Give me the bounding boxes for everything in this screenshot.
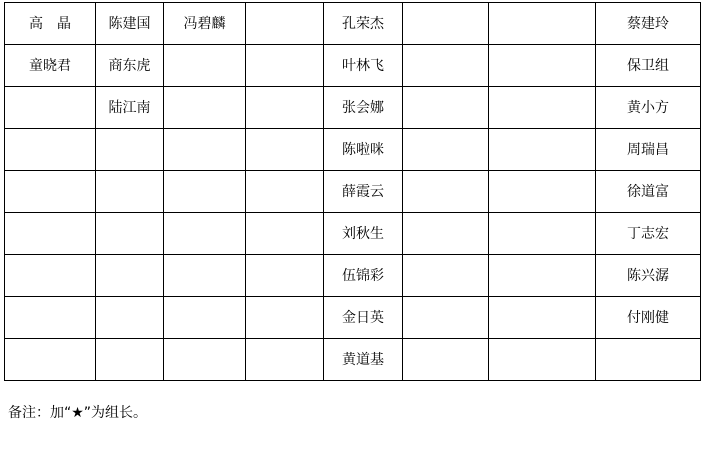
table-cell-name: 黄小方 [596,87,701,129]
table-cell-empty [596,339,701,381]
table-cell-empty [164,255,246,297]
table-cell-empty [5,129,96,171]
table-cell-empty [164,129,246,171]
table-cell-empty [246,45,324,87]
table-cell-empty [403,87,489,129]
table-cell-name: 陈兴潺 [596,255,701,297]
table-cell-empty [489,3,596,45]
table-cell-empty [403,171,489,213]
table-cell-empty [96,213,164,255]
table-cell-name: 周瑞昌 [596,129,701,171]
table-cell-name: 金日英 [324,297,403,339]
table-cell-name: 保卫组 [596,45,701,87]
table-cell-name: 丁志宏 [596,213,701,255]
table-cell-empty [5,213,96,255]
table-cell-empty [246,213,324,255]
table-row [5,297,701,339]
table-cell-empty [164,297,246,339]
table-cell-empty [489,171,596,213]
footer-note: 备注：加“★”为组长。 [8,405,148,421]
table-cell-empty [96,297,164,339]
table-cell-name: 商东虎 [96,45,164,87]
table-cell-empty [403,339,489,381]
table-cell-empty [489,129,596,171]
table-cell-empty [246,87,324,129]
table-cell-empty [246,3,324,45]
table-cell-empty [164,339,246,381]
table-row [5,339,701,381]
table-cell-name: 陈啦咪 [324,129,403,171]
table-cell-name: 徐道富 [596,171,701,213]
table-cell-empty [403,297,489,339]
table-cell-empty [246,255,324,297]
table-cell-name: 陆江南 [96,87,164,129]
table-cell-empty [5,339,96,381]
table-cell-empty [164,213,246,255]
table-cell-empty [96,129,164,171]
table-row [5,129,701,171]
table-cell-empty [5,87,96,129]
table-cell-name: 刘秋生 [324,213,403,255]
table-cell-name: 陈建国 [96,3,164,45]
table-cell-empty [489,213,596,255]
table-cell-name: 黄道基 [324,339,403,381]
table-cell-name: 伍锦彩 [324,255,403,297]
roster-body [5,3,701,381]
table-cell-empty [489,297,596,339]
table-cell-empty [246,171,324,213]
table-cell-empty [5,255,96,297]
table-cell-empty [489,45,596,87]
table-cell-empty [489,339,596,381]
table-cell-name: 叶林飞 [324,45,403,87]
table-cell-empty [96,255,164,297]
table-cell-empty [96,171,164,213]
table-cell-name: 童晓君 [5,45,96,87]
table-cell-name: 蔡建玲 [596,3,701,45]
table-cell-empty [5,297,96,339]
table-cell-empty [246,297,324,339]
table-row [5,87,701,129]
table-cell-empty [489,87,596,129]
table-cell-name: 孔荣杰 [324,3,403,45]
table-cell-name: 冯碧麟 [164,3,246,45]
table-cell-empty [246,129,324,171]
table-cell-empty [403,45,489,87]
table-cell-empty [403,3,489,45]
table-cell-empty [489,255,596,297]
table-cell-empty [164,171,246,213]
table-cell-empty [96,339,164,381]
table-cell-empty [403,213,489,255]
table-row [5,255,701,297]
table-row [5,171,701,213]
table-cell-empty [164,87,246,129]
table-row [5,3,701,45]
table-cell-name: 高 晶 [5,3,96,45]
table-cell-name: 付刚健 [596,297,701,339]
table-cell-empty [403,255,489,297]
table-cell-name: 薛霞云 [324,171,403,213]
table-row [5,213,701,255]
table-row [5,45,701,87]
table-cell-empty [5,171,96,213]
table-cell-empty [403,129,489,171]
roster-table [4,2,701,381]
table-cell-name: 张会娜 [324,87,403,129]
table-cell-empty [164,45,246,87]
table-cell-empty [246,339,324,381]
